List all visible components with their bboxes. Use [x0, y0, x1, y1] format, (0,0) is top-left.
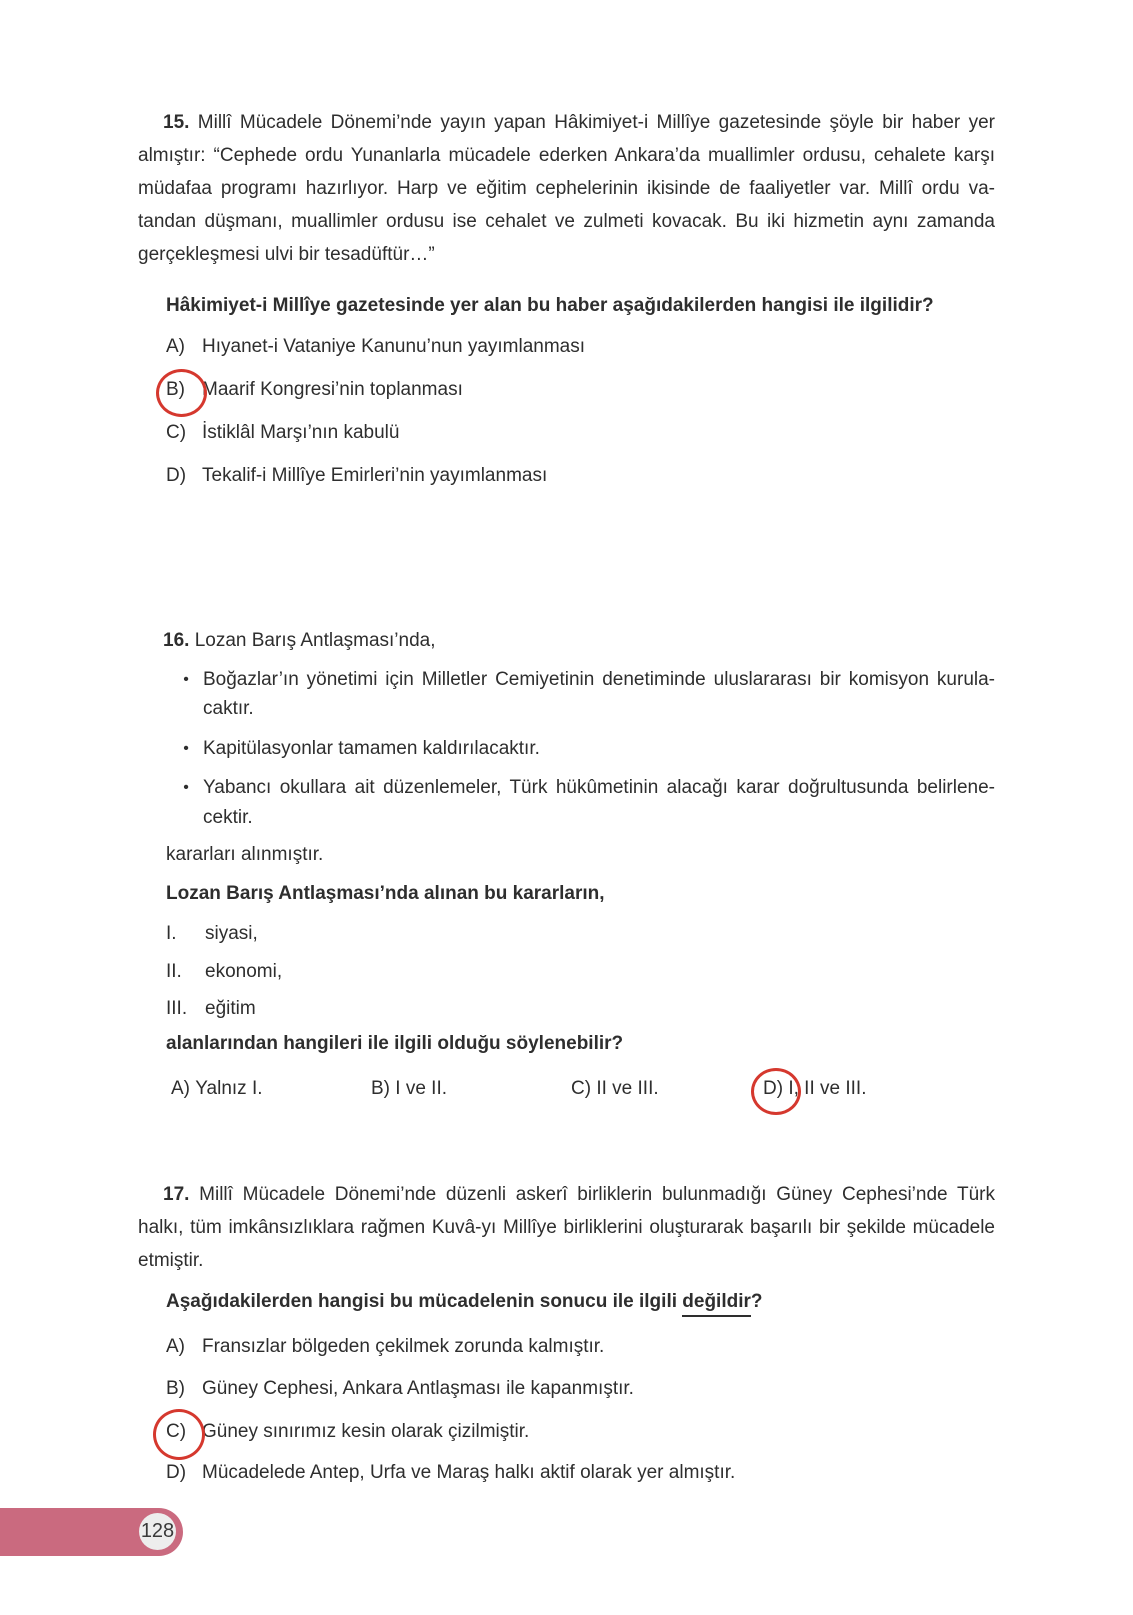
q17-option-c-letter: C) — [166, 1421, 187, 1442]
q17-option-c-text: Güney sınırımız kesin olarak çizilmiştir. — [202, 1421, 530, 1442]
q16-roman-2-label: ekonomi, — [205, 961, 283, 982]
q17-option-a-letter: A) — [166, 1336, 185, 1357]
q15-paragraph-line-3: müdafaa programı hazırlıyor. Harp ve eğitim cephelerinin ikisinde de faaliyetler var. Millî ordu va- — [138, 178, 995, 199]
q16-number: 16. — [163, 630, 190, 651]
q15-option-b-letter: B) — [166, 379, 185, 400]
q17-question-stem: Aşağıdakilerden hangisi bu mücadelenin sonucu ile ilgili değildir? — [166, 1285, 763, 1318]
q16-bullet-3-line-1: Yabancı okullara ait düzenlemeler, Türk hükûmetinin alacağı karar doğrultusunda belirlene- — [203, 777, 995, 798]
q17-option-b — [166, 1372, 634, 1405]
q16-roman-3-label: eğitim — [205, 998, 256, 1019]
q15-question-stem: Hâkimiyet-i Millîye gazetesinde yer alan bu haber aşağıdakilerden hangisi ile ilgilidir? — [166, 295, 934, 316]
q17-option-a — [166, 1330, 604, 1363]
q16-option-a — [171, 1072, 263, 1105]
q16-option-d-text: I, II ve III. — [788, 1078, 867, 1099]
q16-answer-circle-d — [751, 1068, 801, 1115]
q15-number: 15. — [163, 112, 190, 133]
q16-roman-1-numeral: I. — [166, 923, 177, 944]
q16-bullet-3-line-2: cektir. — [203, 807, 253, 828]
q15-option-c — [166, 416, 399, 449]
q16-option-c-letter: C) — [571, 1078, 592, 1099]
q17-option-b-text: Güney Cephesi, Ankara Antlaşması ile kapanmıştır. — [202, 1378, 634, 1399]
page-number: 128 — [140, 1520, 175, 1542]
q16-option-b-text: I ve II. — [395, 1078, 448, 1099]
q15-paragraph-line-5: gerçekleşmesi ulvi bir tesadüftür…” — [138, 244, 435, 265]
q17-option-b-letter: B) — [166, 1378, 185, 1399]
q15-option-b — [166, 373, 463, 406]
q16-question-stem: alanlarından hangileri ile ilgili olduğu söylenebilir? — [166, 1033, 624, 1054]
q16-option-c — [571, 1072, 659, 1105]
q16-bullet-1-line-1: Boğazlar’ın yönetimi için Milletler Cemiyetinin denetiminde uluslararası bir komisyon kurula- — [203, 669, 995, 690]
q16-stem-bold: Lozan Barış Antlaşması’nda alınan bu kararların, — [166, 883, 605, 904]
q16-option-c-text: II ve III. — [596, 1078, 659, 1099]
q17-paragraph-line-3: etmiştir. — [138, 1250, 204, 1271]
q16-roman-item-2 — [166, 955, 282, 988]
q16-option-d-letter: D) — [763, 1078, 784, 1099]
q16-intro: 16. Lozan Barış Antlaşması’nda, — [163, 630, 436, 651]
q17-number: 17. — [163, 1184, 190, 1205]
q17-answer-circle-c — [153, 1409, 205, 1460]
q15-answer-circle-b — [156, 369, 207, 417]
q15-paragraph-line-4: tandan düşmanı, muallimler ordusu ise cehalet ve zulmeti kovacak. Bu iki hizmetin aynı zamanda — [138, 211, 995, 232]
q17-option-a-text: Fransızlar bölgeden çekilmek zorunda kalmıştır. — [202, 1336, 605, 1357]
q15-paragraph-line-1: 15. Millî Mücadele Dönemi’nde yayın yapan Hâkimiyet-i Millîye gazetesinde şöyle bir haber yer — [163, 112, 995, 133]
q15-option-c-letter: C) — [166, 422, 187, 443]
q16-option-a-text: Yalnız I. — [195, 1078, 263, 1099]
q15-option-a-letter: A) — [166, 336, 185, 357]
q15-option-a-text: Hıyanet-i Vataniye Kanunu’nun yayımlanması — [202, 336, 586, 357]
q15-option-d-letter: D) — [166, 465, 187, 486]
bullet-icon: • — [183, 671, 189, 688]
bullet-icon: • — [183, 740, 189, 757]
q16-option-b — [371, 1072, 447, 1105]
q16-roman-1-label: siyasi, — [205, 923, 258, 944]
q16-roman-item-1 — [166, 917, 258, 950]
page-number-badge — [139, 1513, 176, 1550]
q16-closing: kararları alınmıştır. — [166, 844, 324, 865]
q15-option-d-text: Tekalif-i Millîye Emirleri’nin yayımlanması — [202, 465, 548, 486]
q16-option-a-letter: A) — [171, 1078, 190, 1099]
q17-option-d-text: Mücadelede Antep, Urfa ve Maraş halkı aktif olarak yer almıştır. — [202, 1462, 736, 1483]
q16-bullet-1-line-2: caktır. — [203, 698, 254, 719]
q17-paragraph-line-1: 17. Millî Mücadele Dönemi’nde düzenli askerî birliklerin bulunmadığı Güney Cephesi’nde Türk — [163, 1184, 995, 1205]
q17-option-d — [166, 1456, 735, 1489]
q16-roman-2-numeral: II. — [166, 961, 182, 982]
q16-roman-item-3 — [166, 992, 256, 1025]
q15-option-d — [166, 459, 547, 492]
q17-underlined-word: değildir — [682, 1291, 751, 1317]
q17-option-d-letter: D) — [166, 1462, 187, 1483]
q15-option-c-text: İstiklâl Marşı’nın kabulü — [202, 422, 400, 443]
q15-option-b-text: Maarif Kongresi’nin toplanması — [202, 379, 463, 400]
bullet-icon: • — [183, 779, 189, 796]
q16-roman-3-numeral: III. — [166, 998, 188, 1019]
q15-paragraph-line-2: almıştır: “Cephede ordu Yunanlarla mücadele ederken Ankara’da muallimler ordusu, cehalete karşı — [138, 145, 995, 166]
q16-option-b-letter: B) — [371, 1078, 390, 1099]
q16-bullet-2-line-1: Kapitülasyonlar tamamen kaldırılacaktır. — [203, 738, 540, 759]
q17-paragraph-line-2: halkı, tüm imkânsızlıklara rağmen Kuvâ-yı Millîye birliklerini oluşturarak başarılı bir şekilde mücadele — [138, 1217, 995, 1238]
q17-option-c — [166, 1415, 529, 1448]
q15-option-a — [166, 330, 585, 363]
